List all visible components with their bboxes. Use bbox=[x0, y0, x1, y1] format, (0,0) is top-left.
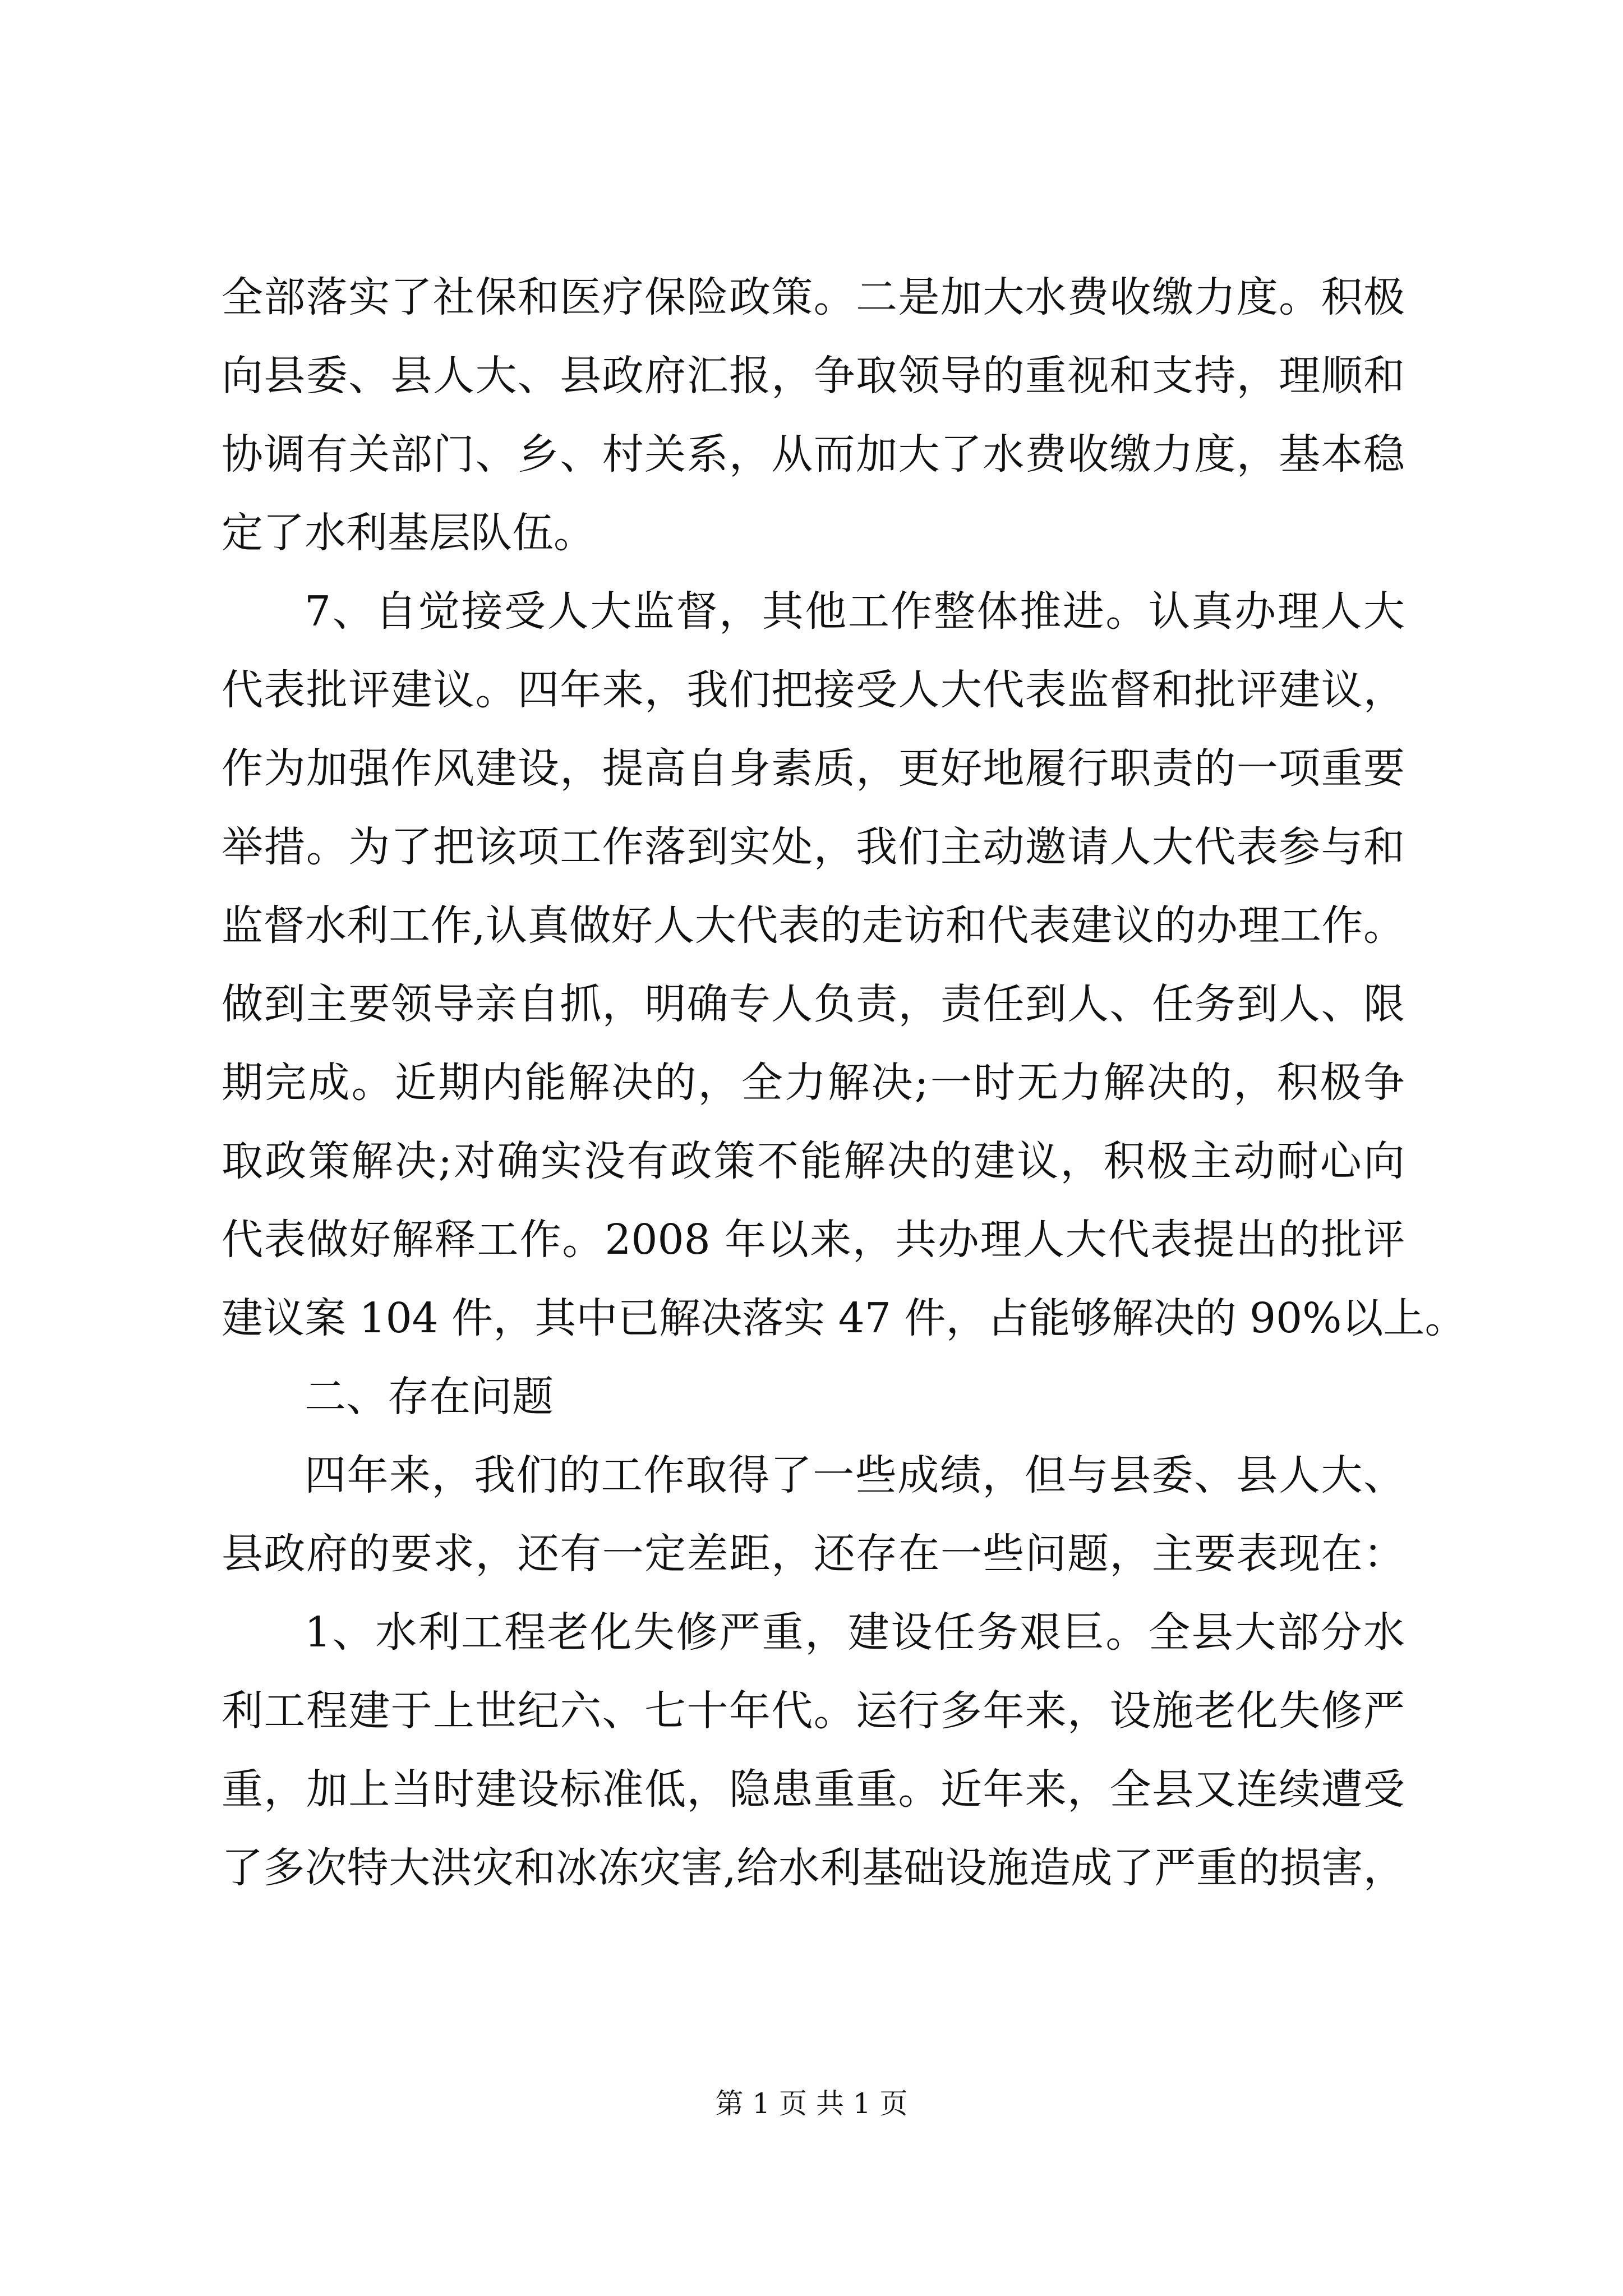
text-line: 代表批评建议。四年来，我们把接受人大代表监督和批评建议， bbox=[222, 666, 1405, 714]
text-line: 代表做好解释工作。2008 年以来，共办理人大代表提出的批评 bbox=[222, 1216, 1405, 1264]
section-heading: 二、存在问题 bbox=[305, 1373, 554, 1421]
text-line: 期完成。近期内能解决的，全力解决;一时无力解决的，积极争 bbox=[222, 1059, 1405, 1107]
text-line: 监督水利工作,认真做好人大代表的走访和代表建议的办理工作。 bbox=[222, 901, 1405, 950]
text-line: 作为加强作风建设，提高自身素质，更好地履行职责的一项重要 bbox=[222, 744, 1405, 793]
text-line: 向县委、县人大、县政府汇报，争取领导的重视和支持，理顺和 bbox=[222, 352, 1405, 400]
text-line: 四年来，我们的工作取得了一些成绩，但与县委、县人大、 bbox=[305, 1451, 1405, 1499]
text-line: 做到主要领导亲自抓，明确专人负责，责任到人、任务到人、限 bbox=[222, 980, 1405, 1028]
text-line: 取政策解决;对确实没有政策不能解决的建议，积极主动耐心向 bbox=[222, 1137, 1405, 1185]
text-line: 定了水利基层队伍。 bbox=[222, 509, 595, 557]
text-line: 了多次特大洪灾和冰冻灾害,给水利基础设施造成了严重的损害， bbox=[222, 1844, 1405, 1892]
text-line: 举措。为了把该项工作落到实处，我们主动邀请人大代表参与和 bbox=[222, 823, 1405, 871]
document-body bbox=[222, 258, 1467, 1907]
text-line: 利工程建于上世纪六、七十年代。运行多年来，设施老化失修严 bbox=[222, 1687, 1405, 1735]
text-line: 建议案 104 件，其中已解决落实 47 件，占能够解决的 90%以上。 bbox=[222, 1294, 1467, 1342]
text-line: 县政府的要求，还有一定差距，还存在一些问题，主要表现在： bbox=[222, 1530, 1405, 1578]
page-number-footer: 第 1 页 共 1 页 bbox=[715, 2087, 908, 2120]
text-line: 1、水利工程老化失修严重，建设任务艰巨。全县大部分水 bbox=[305, 1608, 1405, 1657]
text-line: 全部落实了社保和医疗保险政策。二是加大水费收缴力度。积极 bbox=[222, 273, 1405, 321]
text-line: 7、自觉接受人大监督，其他工作整体推进。认真办理人大 bbox=[305, 587, 1405, 636]
text-line: 重，加上当时建设标准低，隐患重重。近年来，全县又连续遭受 bbox=[222, 1765, 1405, 1814]
text-line: 协调有关部门、乡、村关系，从而加大了水费收缴力度，基本稳 bbox=[222, 430, 1405, 478]
